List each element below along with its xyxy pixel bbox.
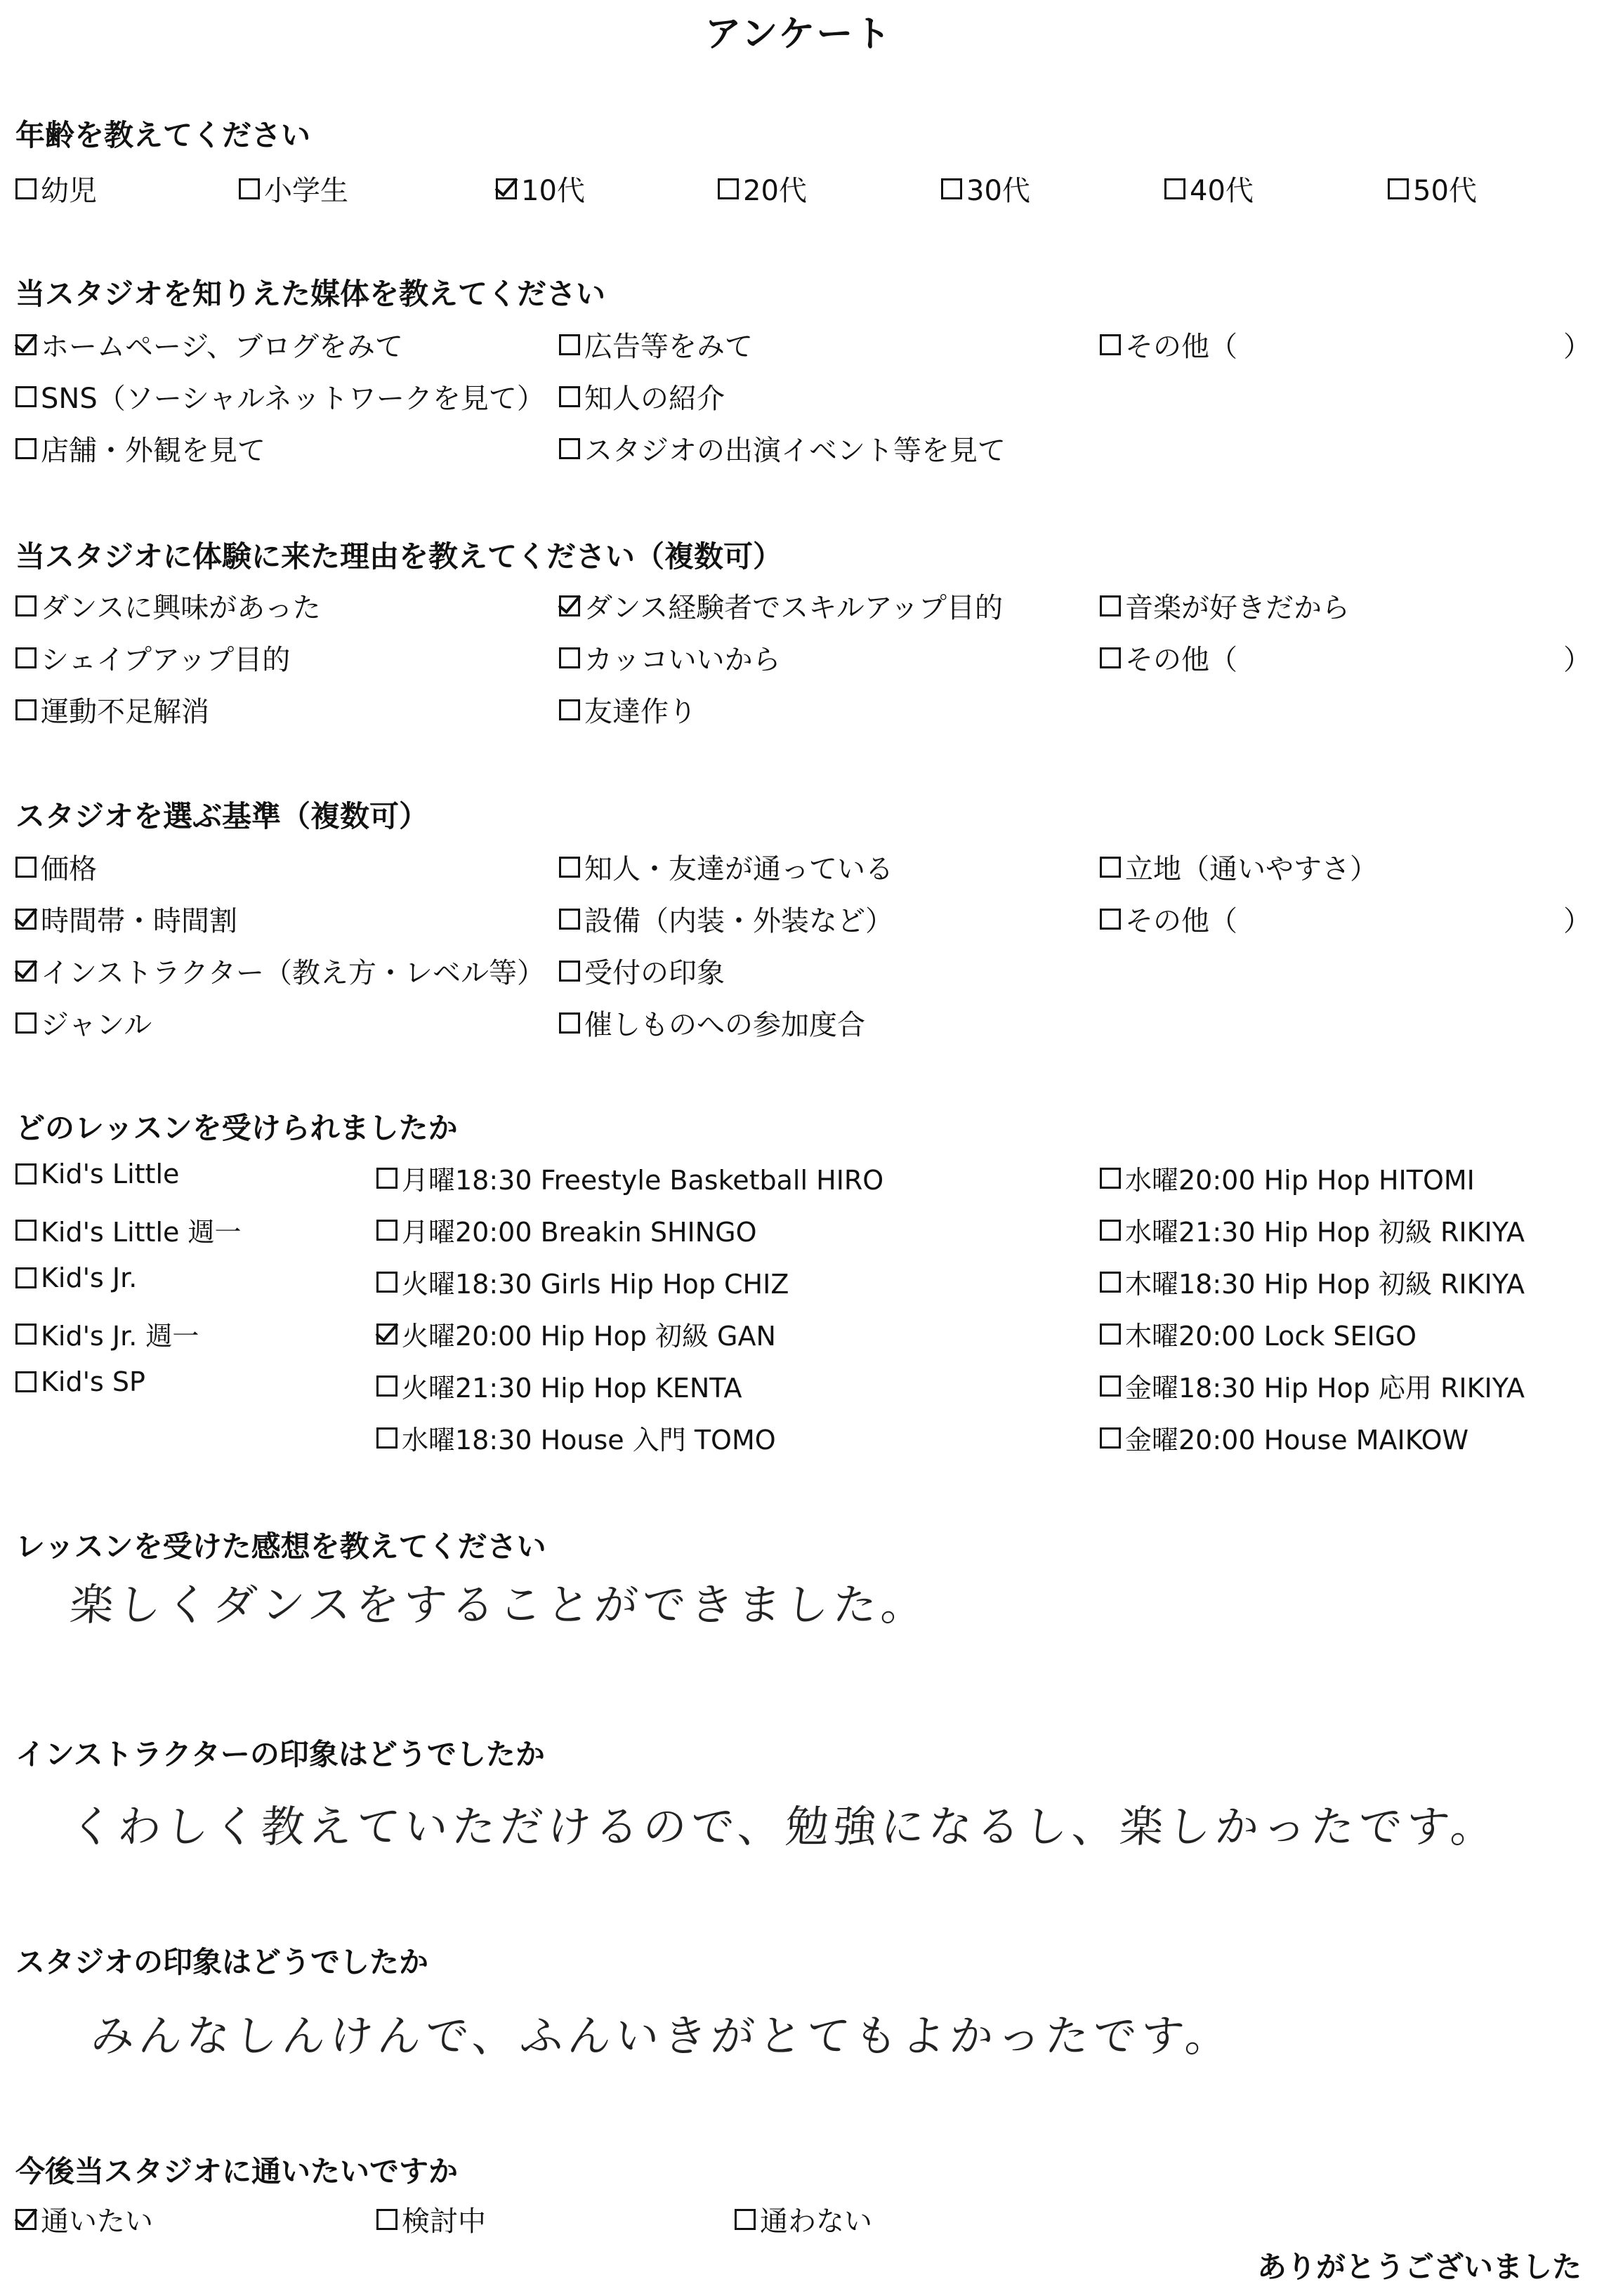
lesson-option[interactable]: [1100, 1210, 1525, 1249]
option-label: 検討中: [402, 2205, 486, 2238]
question-media: 当スタジオを知りえた媒体を教えてください: [15, 277, 606, 311]
age-option-elementary[interactable]: [239, 169, 348, 209]
checkbox[interactable]: [15, 1324, 37, 1345]
continue-option[interactable]: [15, 2199, 153, 2239]
lesson-option[interactable]: [376, 1210, 757, 1249]
checkbox[interactable]: [376, 2209, 397, 2230]
option-label: 設備（内装・外装など）: [584, 905, 893, 937]
option-label: 火曜21:30 Hip Hop KENTA: [402, 1373, 742, 1404]
option-label: Kid's Jr. 週一: [41, 1321, 199, 1352]
criteria-option[interactable]: [1100, 847, 1378, 887]
checkbox[interactable]: [559, 334, 580, 355]
option-label: Kid's SP: [41, 1366, 145, 1397]
age-option-50s[interactable]: [1388, 169, 1477, 209]
option-label: 催しものへの参加度合: [584, 1009, 865, 1041]
option-label: 木曜20:00 Lock SEIGO: [1125, 1321, 1417, 1352]
checkbox[interactable]: [15, 386, 37, 407]
checkbox[interactable]: [559, 386, 580, 407]
lesson-option[interactable]: [376, 1366, 742, 1405]
media-option[interactable]: [15, 376, 545, 416]
lesson-option[interactable]: [376, 1262, 789, 1301]
checkbox[interactable]: [15, 1163, 37, 1185]
lesson-option[interactable]: [15, 1210, 241, 1249]
lesson-option[interactable]: [15, 1314, 199, 1353]
checkbox[interactable]: [941, 178, 962, 199]
option-label: 10代: [521, 175, 585, 207]
checkbox[interactable]: [15, 595, 37, 616]
reason-option[interactable]: [1100, 586, 1350, 626]
option-label: ダンスに興味があった: [41, 592, 321, 624]
checkbox[interactable]: [559, 1012, 580, 1034]
option-label: ホームページ、ブログをみて: [41, 331, 403, 363]
checkbox[interactable]: [1100, 1324, 1121, 1345]
checkbox[interactable]: [559, 647, 580, 668]
option-label: その他（: [1125, 905, 1237, 937]
checkbox[interactable]: [559, 909, 580, 930]
checkbox[interactable]: [559, 595, 580, 616]
checkbox[interactable]: [15, 961, 37, 982]
checkbox[interactable]: [1100, 857, 1121, 878]
checkbox[interactable]: [15, 1267, 37, 1288]
continue-option[interactable]: [376, 2199, 486, 2239]
age-option-20s[interactable]: [718, 169, 807, 209]
media-option[interactable]: [559, 428, 1006, 468]
checkbox[interactable]: [559, 961, 580, 982]
lesson-option[interactable]: [376, 1314, 776, 1353]
option-label: 40代: [1190, 175, 1254, 207]
checkbox[interactable]: [735, 2209, 756, 2230]
option-label: 音楽が好きだから: [1125, 592, 1350, 624]
handwritten-answer-studio: みんなしんけんで、ふんいきがとてもよかったです。: [89, 2010, 1235, 2061]
option-label: 通いたい: [41, 2205, 153, 2238]
checkbox[interactable]: [718, 178, 739, 199]
question-impression-studio: スタジオの印象はどうでしたか: [15, 1945, 429, 1979]
criteria-option[interactable]: [559, 847, 893, 887]
option-label: ダンス経験者でスキルアップ目的: [584, 592, 1003, 624]
checkbox[interactable]: [15, 2209, 37, 2230]
checkbox[interactable]: [376, 1220, 397, 1241]
criteria-option[interactable]: [559, 1003, 865, 1043]
option-label: 木曜18:30 Hip Hop 初級 RIKIYA: [1125, 1269, 1525, 1300]
checkbox[interactable]: [1100, 1427, 1121, 1449]
age-option-40s[interactable]: [1164, 169, 1254, 209]
option-label: 小学生: [264, 175, 348, 207]
question-age: 年齢を教えてください: [15, 118, 311, 152]
option-label: Kid's Jr.: [41, 1262, 138, 1293]
option-label: 広告等をみて: [584, 331, 753, 363]
checkbox[interactable]: [1100, 647, 1121, 668]
checkbox[interactable]: [1164, 178, 1185, 199]
option-label: 水曜21:30 Hip Hop 初級 RIKIYA: [1125, 1217, 1525, 1248]
checkbox[interactable]: [376, 1375, 397, 1397]
checkbox[interactable]: [15, 178, 37, 199]
checkbox[interactable]: [1100, 334, 1121, 355]
criteria-option[interactable]: [559, 899, 893, 939]
media-option[interactable]: [559, 324, 753, 364]
criteria-option-other[interactable]: [1100, 899, 1237, 939]
option-label: 火曜20:00 Hip Hop 初級 GAN: [402, 1321, 776, 1352]
age-option-10s[interactable]: [496, 169, 585, 209]
checkbox[interactable]: [1100, 909, 1121, 930]
checkbox[interactable]: [376, 1272, 397, 1293]
checkbox[interactable]: [1100, 595, 1121, 616]
criteria-option[interactable]: [15, 951, 545, 991]
media-option-other[interactable]: [1100, 324, 1237, 364]
option-label: カッコいいから: [584, 644, 781, 676]
reason-option[interactable]: [15, 690, 209, 730]
lesson-option[interactable]: [15, 1159, 179, 1189]
option-label: 幼児: [41, 175, 97, 207]
reason-option[interactable]: [559, 690, 697, 730]
option-label: 水曜18:30 House 入門 TOMO: [402, 1425, 776, 1456]
checkbox[interactable]: [376, 1168, 397, 1189]
option-label: 50代: [1413, 175, 1477, 207]
checkbox[interactable]: [239, 178, 260, 199]
lesson-option[interactable]: [15, 1262, 137, 1293]
lesson-option[interactable]: [15, 1366, 145, 1397]
lesson-option[interactable]: [1100, 1262, 1525, 1301]
question-continue: 今後当スタジオに通いたいですか: [15, 2154, 459, 2189]
option-label: 30代: [966, 175, 1030, 207]
checkbox[interactable]: [15, 647, 37, 668]
media-option[interactable]: [559, 376, 725, 416]
reason-option[interactable]: [15, 638, 290, 678]
option-label: シェイプアップ目的: [41, 644, 291, 676]
option-label: 立地（通いやすさ）: [1125, 853, 1378, 885]
option-label: その他（: [1125, 644, 1237, 676]
lesson-option[interactable]: [1100, 1159, 1475, 1197]
checkbox[interactable]: [376, 1427, 397, 1449]
checkbox[interactable]: [559, 699, 580, 720]
close-paren: ）: [1563, 331, 1591, 363]
close-paren: ）: [1563, 905, 1591, 937]
age-option-infant[interactable]: [15, 169, 97, 209]
option-label: 知人・友達が通っている: [584, 853, 893, 885]
option-label: 価格: [41, 853, 97, 885]
option-label: Kid's Little 週一: [41, 1217, 242, 1248]
checkbox[interactable]: [15, 909, 37, 930]
checkbox[interactable]: [1388, 178, 1409, 199]
checkbox[interactable]: [1100, 1375, 1121, 1397]
option-label: 受付の印象: [584, 957, 725, 989]
option-label: 時間帯・時間割: [41, 905, 237, 937]
criteria-option[interactable]: [15, 847, 97, 887]
option-label: 月曜18:30 Freestyle Basketball HIRO: [402, 1165, 884, 1196]
option-label: 20代: [743, 175, 807, 207]
option-label: 金曜18:30 Hip Hop 応用 RIKIYA: [1125, 1373, 1525, 1404]
checkbox[interactable]: [15, 1371, 37, 1392]
lesson-option[interactable]: [376, 1418, 776, 1457]
checkbox[interactable]: [15, 438, 37, 459]
question-impression-instructor: インストラクターの印象はどうでしたか: [15, 1737, 545, 1772]
survey-title: アンケート: [704, 13, 893, 55]
option-label: 通わない: [760, 2205, 872, 2238]
option-label: ジャンル: [41, 1009, 152, 1041]
option-label: Kid's Little: [41, 1159, 180, 1189]
question-reason: 当スタジオに体験に来た理由を教えてください（複数可）: [15, 539, 783, 574]
option-label: 友達作り: [584, 696, 697, 728]
checkbox[interactable]: [1100, 1220, 1121, 1241]
question-criteria: スタジオを選ぶ基準（複数可）: [15, 799, 429, 833]
checkbox[interactable]: [15, 699, 37, 720]
checkbox[interactable]: [15, 334, 37, 355]
lesson-option[interactable]: [1100, 1366, 1525, 1405]
lesson-option[interactable]: [376, 1159, 883, 1197]
option-label: 知人の紹介: [584, 383, 725, 415]
criteria-option[interactable]: [15, 899, 237, 939]
checkbox[interactable]: [1100, 1168, 1121, 1189]
option-label: その他（: [1125, 331, 1237, 363]
age-option-30s[interactable]: [941, 169, 1030, 209]
checkbox[interactable]: [559, 857, 580, 878]
reason-option[interactable]: [559, 638, 781, 678]
checkbox[interactable]: [376, 1324, 397, 1345]
option-label: SNS（ソーシャルネットワークを見て）: [41, 383, 545, 415]
criteria-option[interactable]: [559, 951, 725, 991]
question-lessons: どのレッスンを受けられましたか: [15, 1111, 458, 1145]
option-label: 火曜18:30 Girls Hip Hop CHIZ: [402, 1269, 789, 1300]
checkbox[interactable]: [15, 1220, 37, 1241]
checkbox[interactable]: [559, 438, 580, 459]
option-label: 月曜20:00 Breakin SHINGO: [402, 1217, 757, 1248]
criteria-option[interactable]: [15, 1003, 152, 1043]
checkbox[interactable]: [1100, 1272, 1121, 1293]
handwritten-answer-instructor: くわしく教えていただけるので、勉強になるし、楽しかったです。: [68, 1801, 1501, 1852]
checkbox[interactable]: [15, 857, 37, 878]
option-label: スタジオの出演イベント等を見て: [584, 435, 1006, 467]
reason-option[interactable]: [15, 586, 321, 626]
lesson-option[interactable]: [1100, 1418, 1468, 1457]
media-option[interactable]: [15, 428, 265, 468]
reason-option[interactable]: [559, 586, 1003, 626]
continue-option[interactable]: [735, 2199, 872, 2239]
thanks-text: ありがとうございました: [1256, 2250, 1582, 2284]
option-label: インストラクター（教え方・レベル等）: [41, 957, 545, 989]
lesson-option[interactable]: [1100, 1314, 1417, 1353]
option-label: 金曜20:00 House MAIKOW: [1125, 1425, 1469, 1456]
handwritten-answer-lesson: 楽しくダンスをすることができました。: [68, 1579, 931, 1630]
close-paren: ）: [1563, 644, 1591, 676]
checkbox[interactable]: [15, 1012, 37, 1034]
option-label: 水曜20:00 Hip Hop HITOMI: [1125, 1165, 1475, 1196]
question-impression-lesson: レッスンを受けた感想を教えてください: [15, 1529, 546, 1564]
option-label: 店舗・外観を見て: [41, 435, 265, 467]
option-label: 運動不足解消: [41, 696, 209, 728]
reason-option-other[interactable]: [1100, 638, 1237, 678]
checkbox[interactable]: [496, 178, 517, 199]
media-option[interactable]: [15, 324, 403, 364]
